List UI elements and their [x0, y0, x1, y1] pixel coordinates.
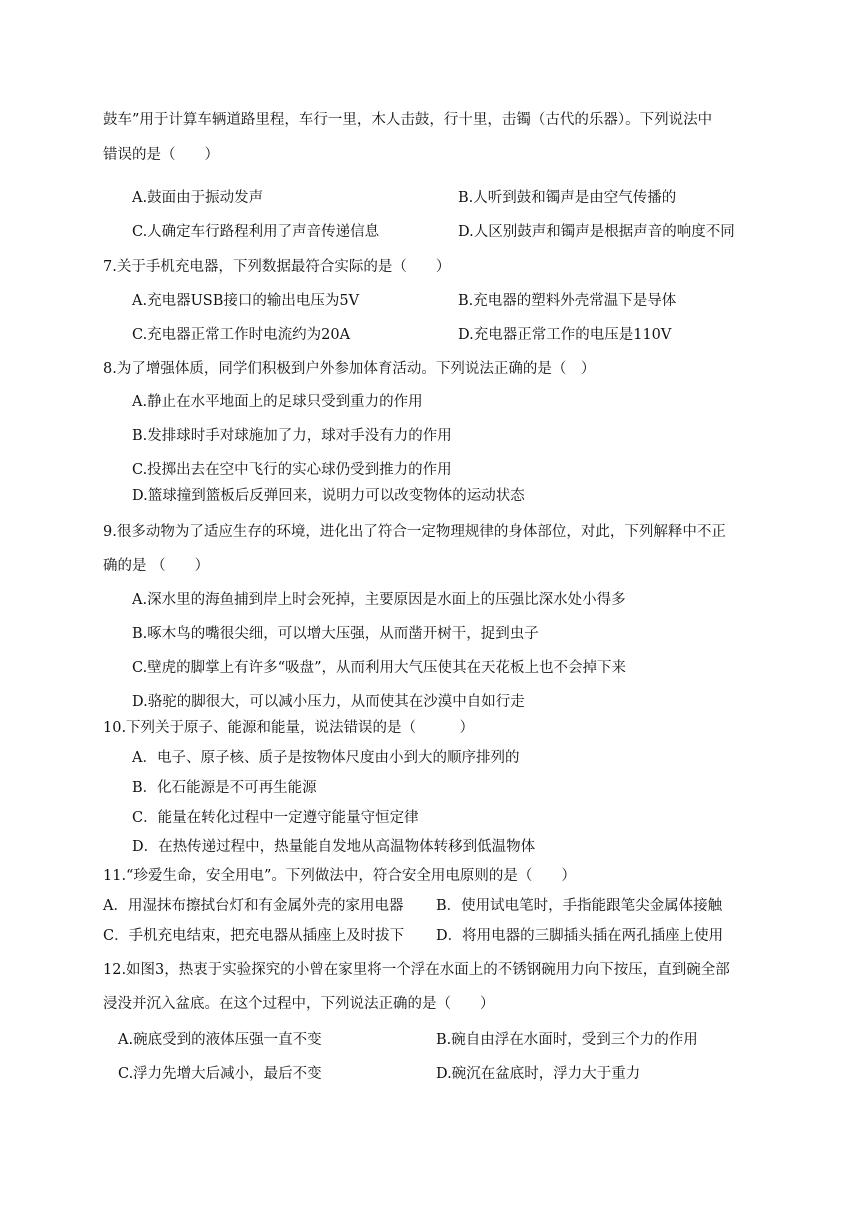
q8-option-d: D.篮球撞到篮板后反弹回来，说明力可以改变物体的运动状态	[132, 488, 525, 504]
q7-stem: 7.关于手机充电器，下列数据最符合实际的是（ ）	[103, 259, 451, 275]
q9-option-c: C.壁虎的脚掌上有许多“吸盘”，从而利用大气压使其在天花板上也不会掉下来	[132, 660, 627, 676]
q12-option-a: A.碗底受到的液体压强一直不变	[118, 1032, 322, 1048]
q11-stem: 11.“珍爱生命，安全用电”。下列做法中，符合安全用电原则的是（ ）	[103, 868, 576, 884]
q8-stem: 8.为了增强体质，同学们积极到户外参加体育活动。下列说法正确的是（ ）	[103, 361, 596, 377]
q6-option-a: A.鼓面由于振动发声	[132, 190, 264, 206]
q12-stem-line2: 浸没并沉入盆底。在这个过程中，下列说法正确的是（ ）	[103, 996, 495, 1012]
q11-option-c: C．手机充电结束，把充电器从插座上及时拔下	[103, 928, 405, 944]
q9-stem-line1: 9.很多动物为了适应生存的环境，进化出了符合一定物理规律的身体部位，对此，下列解释中不正	[103, 524, 726, 540]
q8-option-c: C.投掷出去在空中飞行的实心球仍受到推力的作用	[132, 462, 452, 478]
q7-option-d: D.充电器正常工作的电压是110V	[458, 327, 672, 343]
q9-option-d: D.骆驼的脚很大，可以减小压力，从而使其在沙漠中自如行走	[132, 694, 525, 710]
q11-option-b: B．使用试电笔时，手指能跟笔尖金属体接触	[436, 898, 723, 914]
q6-stem-line2: 错误的是（ ）	[103, 147, 219, 163]
q7-option-b: B.充电器的塑料外壳常温下是导体	[458, 293, 677, 309]
q12-option-d: D.碗沉在盆底时，浮力大于重力	[436, 1066, 641, 1082]
q6-option-b: B.人听到鼓和镯声是由空气传播的	[458, 190, 677, 206]
q8-option-a: A.静止在水平地面上的足球只受到重力的作用	[132, 394, 423, 410]
q11-option-a: A．用湿抹布擦拭台灯和有金属外壳的家用电器	[103, 898, 404, 914]
q10-option-d: D．在热传递过程中，热量能自发地从高温物体转移到低温物体	[132, 839, 536, 855]
q12-option-c: C.浮力先增大后减小，最后不变	[118, 1066, 322, 1082]
q6-stem-line1: 鼓车”用于计算车辆道路里程，车行一里，木人击鼓，行十里，击镯（古代的乐器）。下列说法中	[103, 112, 713, 128]
q9-option-a: A.深水里的海鱼捕到岸上时会死掉，主要原因是水面上的压强比深水处小得多	[132, 592, 626, 608]
q6-option-d: D.人区别鼓声和镯声是根据声音的响度不同	[458, 224, 735, 240]
q9-stem-line2: 确的是 （ ）	[103, 558, 210, 574]
q10-stem: 10.下列关于原子、能源和能量，说法错误的是（ ）	[103, 720, 475, 736]
q12-stem-line1: 12.如图3，热衷于实验探究的小曾在家里将一个浮在水面上的不锈钢碗用力向下按压，直到碗全部	[103, 962, 730, 978]
q10-option-b: B．化石能源是不可再生能源	[132, 780, 317, 796]
q7-option-a: A.充电器USB接口的输出电压为5V	[132, 293, 360, 309]
q10-option-c: C．能量在转化过程中一定遵守能量守恒定律	[132, 810, 419, 826]
q7-option-c: C.充电器正常工作时电流约为20A	[132, 327, 351, 343]
q12-option-b: B.碗自由浮在水面时，受到三个力的作用	[436, 1032, 698, 1048]
q11-option-d: D．将用电器的三脚插头插在两孔插座上使用	[436, 928, 724, 944]
q10-option-a: A．电子、原子核、质子是按物体尺度由小到大的顺序排列的	[132, 750, 520, 766]
q8-option-b: B.发排球时手对球施加了力，球对手没有力的作用	[132, 428, 452, 444]
q6-option-c: C.人确定车行路程利用了声音传递信息	[132, 224, 380, 240]
q9-option-b: B.啄木鸟的嘴很尖细，可以增大压强，从而凿开树干，捉到虫子	[132, 626, 539, 642]
